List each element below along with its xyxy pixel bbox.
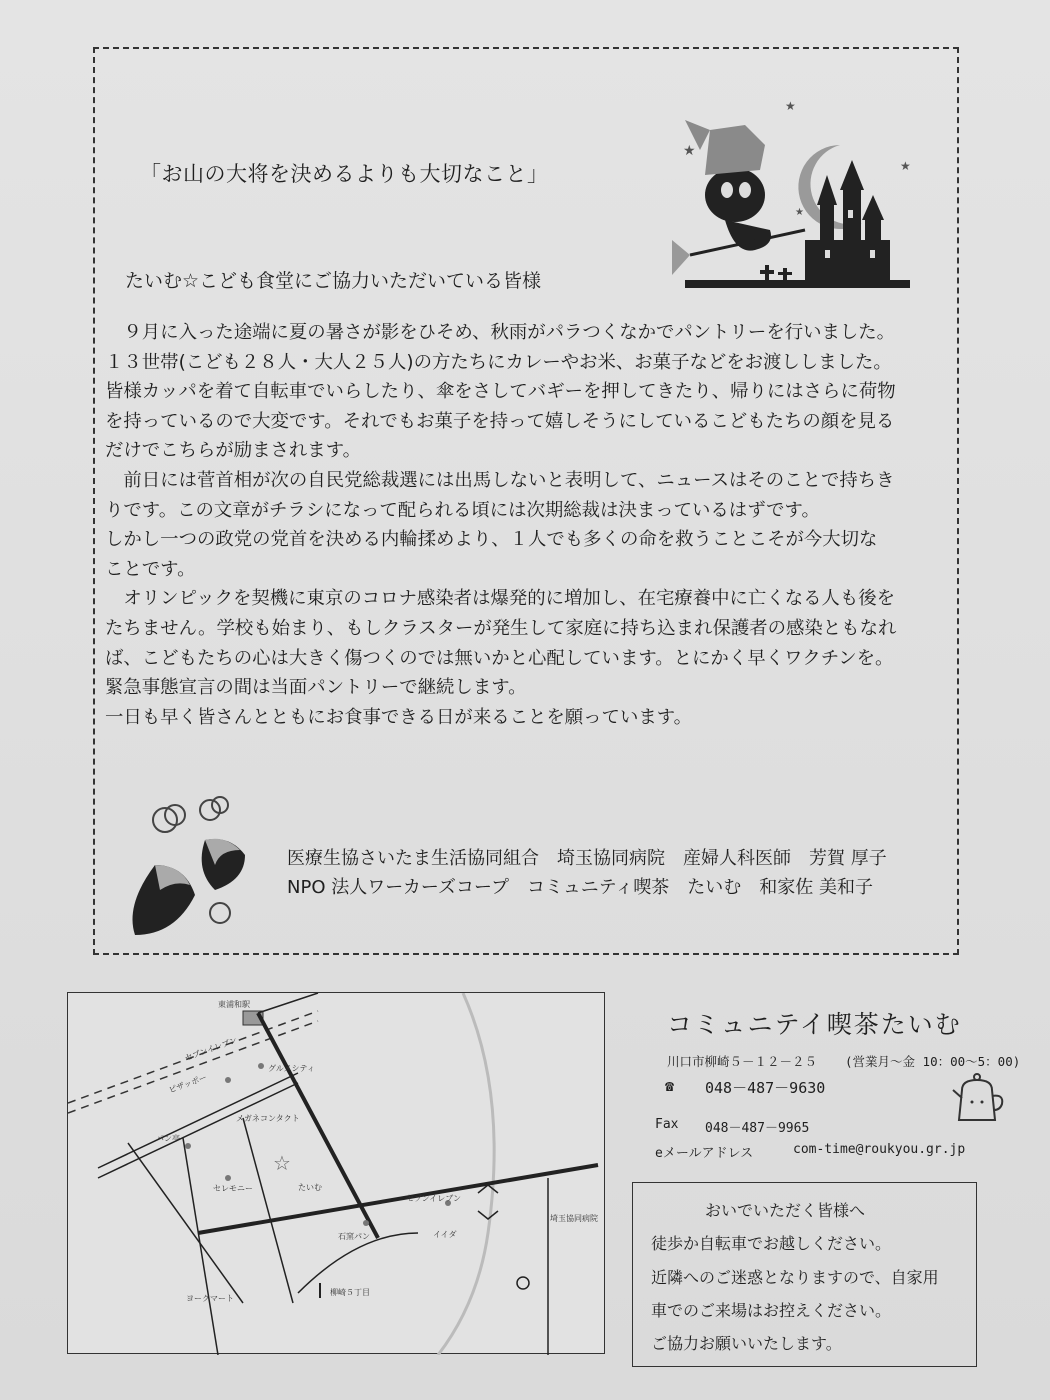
shop-address: 川口市柳崎５－１２－２５ <box>667 1054 818 1069</box>
letter-title: 「お山の大将を決めるよりも大切なこと」 <box>140 162 549 186</box>
map-label-seven-eleven: セブンイレブン <box>183 1035 239 1063</box>
map-label-ishigama: 石窯パン <box>338 1232 370 1241</box>
notice-line: 近隣へのご迷惑となりますので、自家用 <box>651 1268 939 1287</box>
halloween-witch-illustration <box>665 90 915 300</box>
svg-text:★: ★ <box>785 99 796 113</box>
email-label: eメールアドレス <box>655 1146 754 1161</box>
body-line: オリンピックを契機に東京のコロナ感染者は爆発的に増加し、在宅療養中に亡くなる人も後を <box>105 588 896 610</box>
notice-heading: おいでいただく皆様へ <box>705 1201 866 1220</box>
shop-hours: (営業月～金 10：00～5：00) <box>845 1054 1021 1069</box>
body-line: ことです。 <box>105 558 196 580</box>
fax-label: Fax <box>655 1117 679 1132</box>
notice-line: 徒歩か自転車でお越しください。 <box>651 1234 892 1253</box>
map-label-seven-eleven-2: セブンイレブン <box>406 1194 461 1203</box>
letter-body <box>105 318 955 732</box>
body-line: 一日も早く皆さんとともにお食事できる日が来ることを願っています。 <box>105 706 693 728</box>
body-line: 前日には菅首相が次の自民党総裁選には出馬しないと表明して、ニュースはそのことで持ちき <box>105 469 895 491</box>
body-line: ば、こどもたちの心は大きく傷つくのでは無いかと心配しています。とにかく早くワクチンを。 <box>105 647 894 669</box>
shop-name: コミュニテイ喫茶たいむ <box>667 1010 962 1039</box>
body-line: １３世帯(こども２８人・大人２５人)の方たちにカレーやお米、お菓子などをお渡ししました。 <box>105 351 892 373</box>
map-label-hospital: 埼玉協同病院 <box>550 1214 598 1223</box>
shop-email: com-time@roukyou.gr.jp <box>793 1142 966 1157</box>
map-label-iida: イイダ <box>433 1230 457 1239</box>
map-label-megane: メガネコンタクト <box>236 1114 300 1123</box>
body-line: だけでこちらが励まされます。 <box>105 440 361 462</box>
body-line: 皆様カッパを着て自転車でいらしたり、傘をさしてバギーを押してきたり、帰りにはさらに荷物 <box>105 381 896 403</box>
map-label-taimu: たいむ <box>298 1183 322 1192</box>
phone-icon: ☎ <box>665 1077 675 1095</box>
svg-text:★: ★ <box>795 207 804 218</box>
notice-line: 車でのご来場はお控えください。 <box>651 1301 892 1320</box>
map-label-pan: パン亭 <box>156 1134 180 1143</box>
signature-line: NPO 法人ワーカーズコープ コミュニティ喫茶 たいむ 和家佐 美和子 <box>287 877 873 898</box>
svg-text:★: ★ <box>900 159 911 173</box>
map-label-bus-stop: 柳崎５丁目 <box>330 1288 370 1297</box>
body-line: を持っているので大変です。それでもお菓子を持って嬉しそうにしているこどもたちの顔を見る <box>105 410 895 432</box>
map-label-pizza: ピザッポー <box>167 1072 209 1095</box>
body-line: しかし一つの政党の党首を決める内輪揉めより、１人でも多くの命を救うことこそが今大切な <box>105 529 878 551</box>
chestnut-illustration <box>125 795 255 945</box>
signature-line: 医療生協さいたま生活協同組合 埼玉協同病院 産婦人科医師 芳賀 厚子 <box>287 848 887 869</box>
teapot-illustration <box>950 1068 1005 1128</box>
body-line: たちません。学校も始まり、もしクラスターが発生して家庭に持ち込まれ保護者の感染ともなれ <box>105 617 897 639</box>
body-line: りです。この文章がチラシになって配られる頃には次期総裁は決まっているはずです。 <box>105 499 820 521</box>
letter-greeting: たいむ☆こども食堂にご協力いただいている皆様 <box>125 270 542 292</box>
svg-text:★: ★ <box>683 143 696 159</box>
access-map <box>67 992 605 1354</box>
body-line: 緊急事態宣言の間は当面パントリーで継続します。 <box>105 677 527 699</box>
map-label-ceremony: セレモニー <box>213 1184 253 1193</box>
shop-tel: 048－487－9630 <box>705 1079 826 1097</box>
map-label-yorkmart: ヨークマート <box>186 1294 234 1303</box>
body-line: ９月に入った途端に夏の暑さが影をひそめ、秋雨がパラつくなかでパントリーを行いました。 <box>105 322 896 343</box>
shop-fax: 048－487－9965 <box>705 1121 810 1136</box>
map-label-station: 東浦和駅 <box>218 1000 250 1009</box>
signature-block <box>287 844 887 902</box>
map-label-gourmet-city: グルメシティ <box>268 1064 315 1073</box>
notice-line: ご協力お願いいたします。 <box>651 1334 842 1353</box>
visitor-notice <box>632 1182 977 1367</box>
svg-text:☆: ☆ <box>273 1151 291 1175</box>
